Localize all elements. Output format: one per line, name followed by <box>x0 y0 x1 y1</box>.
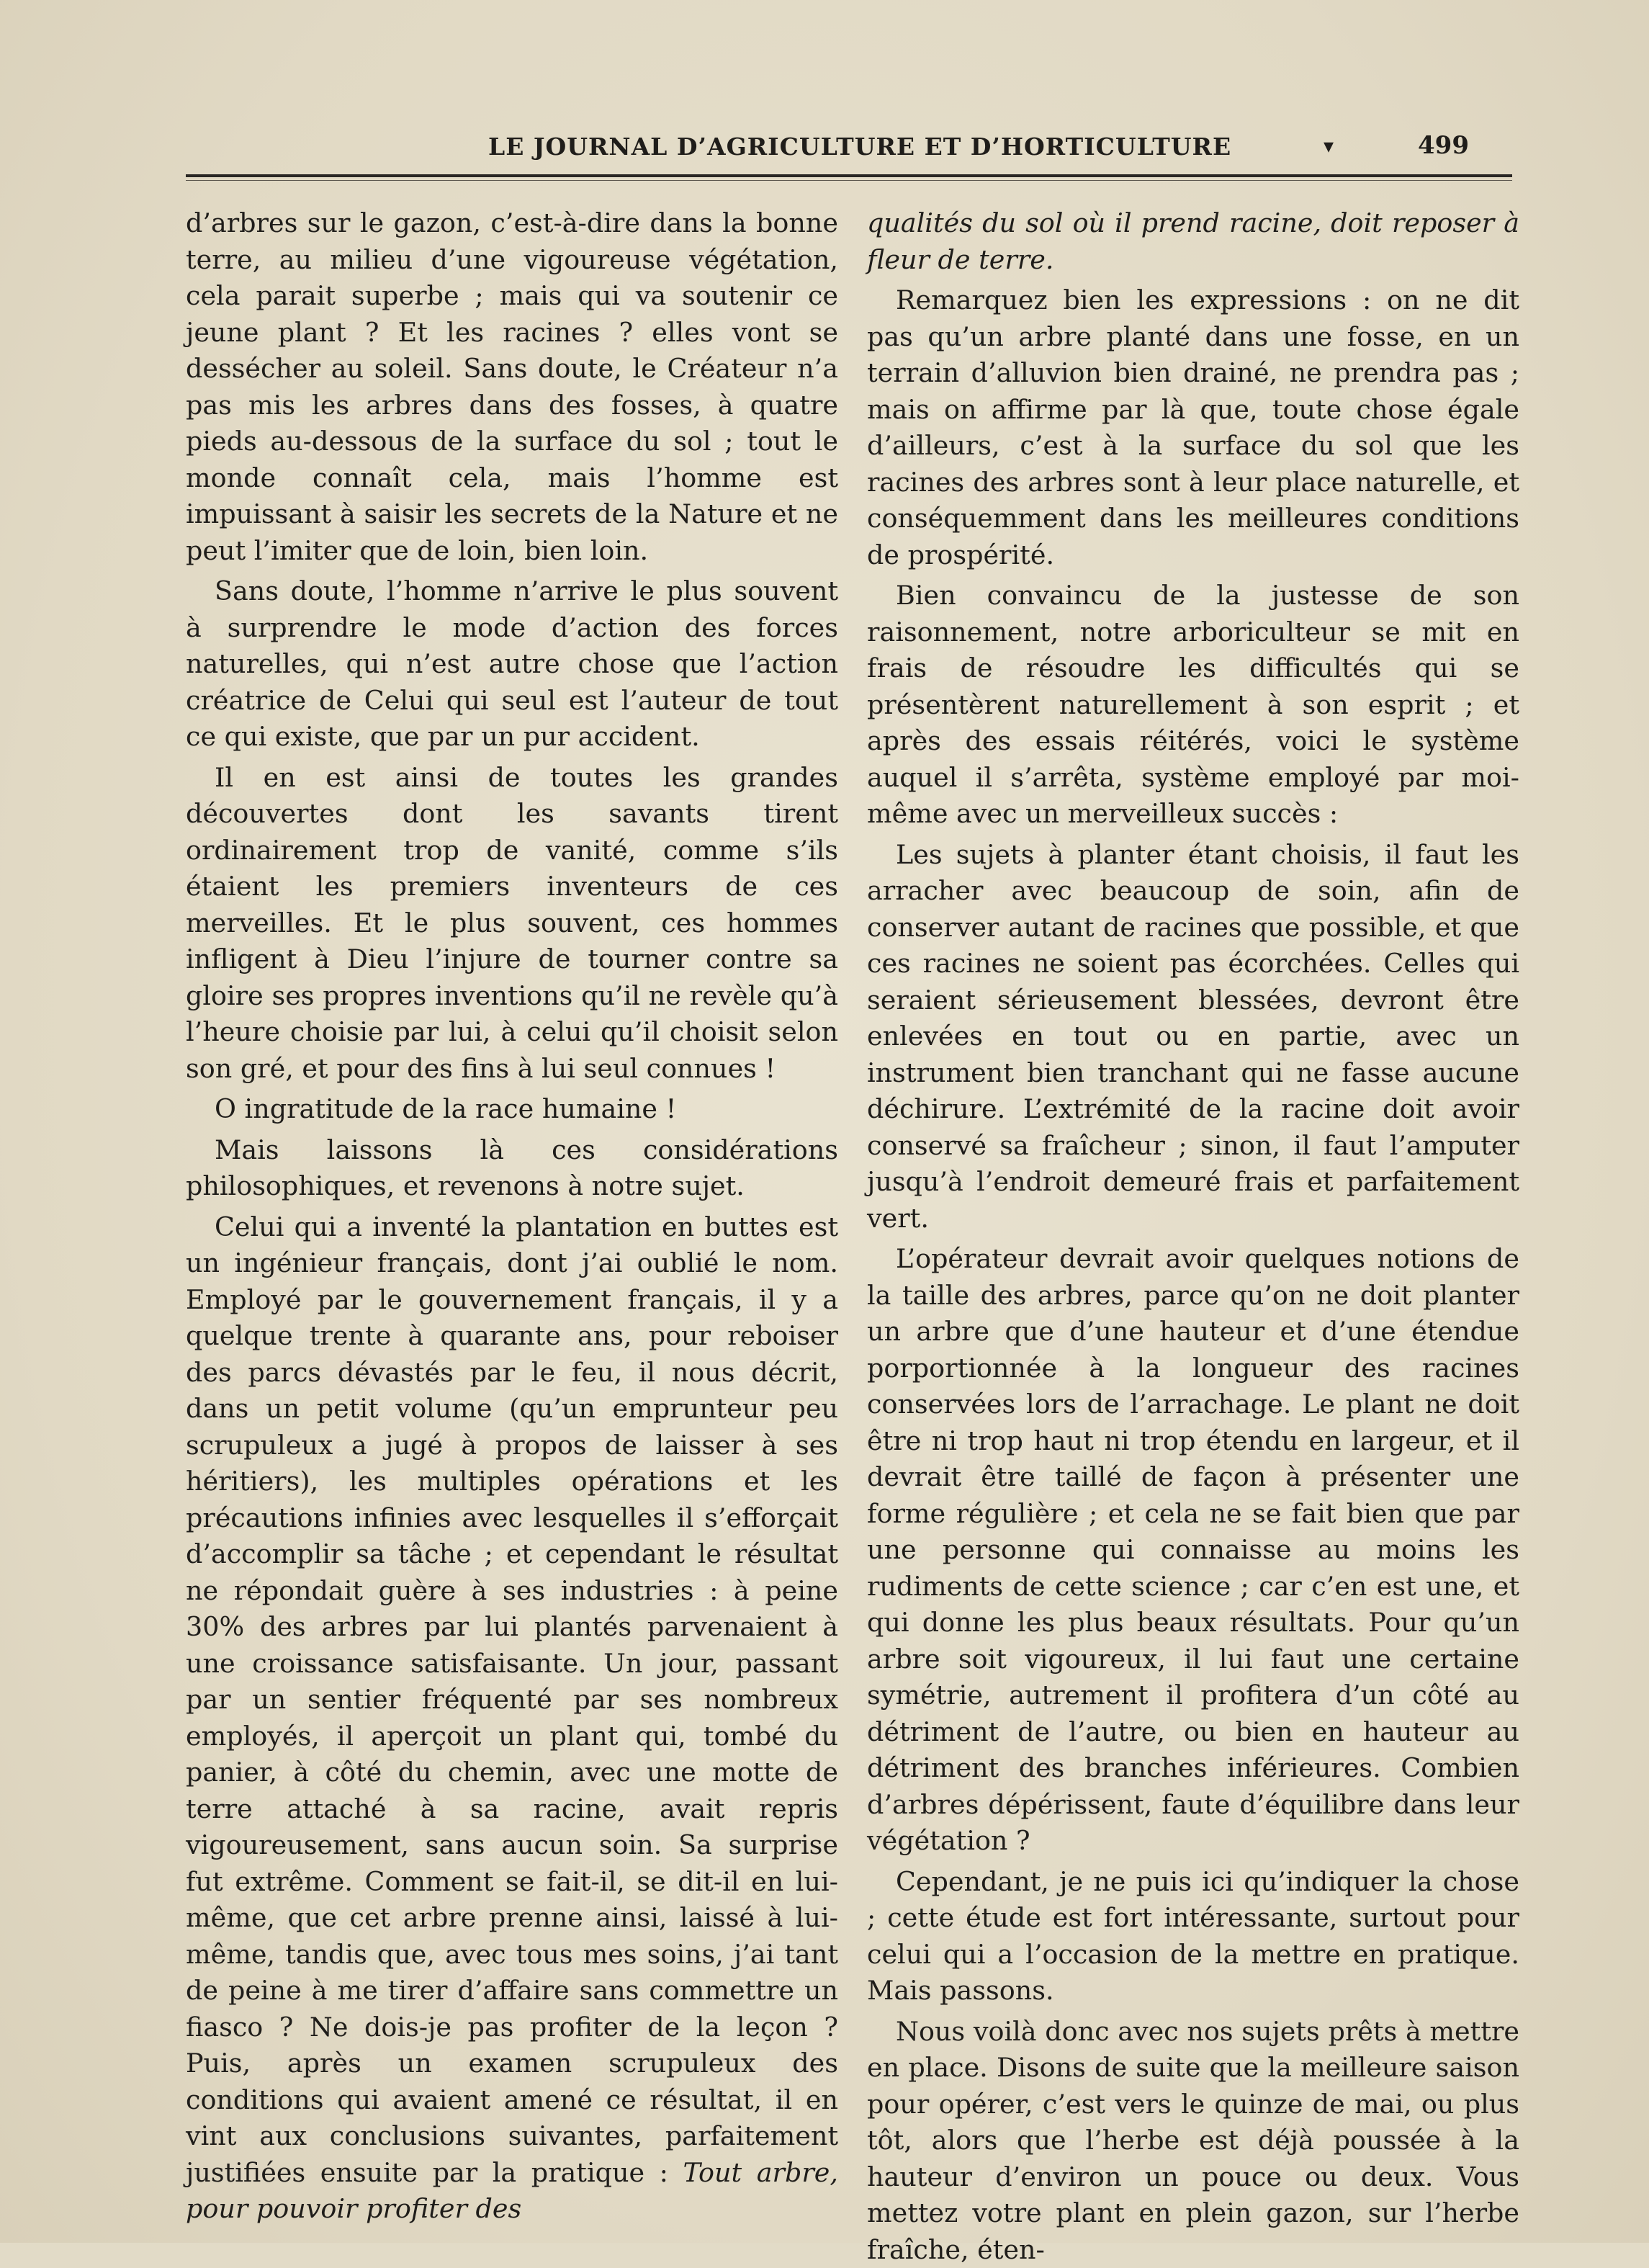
running-title: LE JOURNAL D’AGRICULTURE ET D’HORTICULTURE <box>488 133 1231 161</box>
header-rule <box>186 174 1512 177</box>
paragraph: Cependant, je ne puis ici qu’indiquer la chose ; cette étude est fort intéressante, surtout pour celui qui a l’occasion de la mettre en pratique. Mais passons. <box>867 1864 1519 2009</box>
running-header <box>186 127 1512 177</box>
ornament-mark-icon: ▾ <box>1324 134 1334 158</box>
page-number: 499 <box>1418 131 1469 160</box>
left-column <box>186 205 838 2228</box>
paragraph: Mais laissons là ces considérations philosophiques, et revenons à notre sujet. <box>186 1132 838 1205</box>
paragraph: Bien convaincu de la justesse de son raisonnement, notre arboriculteur se mit en frais de résoudre les difficultés qui se présentèrent naturellement à son esprit ; et après des essais réitérés, voici le système auquel il s’arrêta, système employé par moi-même avec un merveilleux succès : <box>867 578 1519 833</box>
paragraph: Remarquez bien les expressions : on ne dit pas qu’un arbre planté dans une fosse, en un terrain d’alluvion bien drainé, ne prendra pas ; mais on affirme par là que, toute chose égale d’ailleurs, c’est à la surface du sol que les racines des arbres sont à leur place naturelle, et conséquemment dans les meilleures conditions de prospérité. <box>867 282 1519 573</box>
italic-conclusion-continued: qualités du sol où il prend racine, doit reposer à fleur de terre. <box>867 205 1519 278</box>
paragraph <box>186 1209 838 2228</box>
paragraph-text: Celui qui a inventé la plantation en buttes est un ingénieur français, dont j’ai oublié le nom. Employé par le gouvernement français, il y a quelque trente à quarante ans, pour reboiser des parcs dévastés par le feu, il nous décrit, dans un petit volume (qu’un emprunteur peu scrupuleux a jugé à propos de laisser à ses héritiers), les multiples opérations et les précautions infinies avec lesquelles il s’efforçait d’accomplir sa tâche ; et cependant le résultat ne répondait guère à ses industries : à peine 30% des arbres par lui plantés parvenaient à une croissance satisfaisante. Un jour, passant par un sentier fréquenté par ses nombreux employés, il aperçoit un plant qui, tombé du panier, à côté du chemin, avec une motte de terre attaché à sa racine, avait repris vigoureusement, sans aucun soin. Sa surprise fut extrême. Comment se fait-il, se dit-il en lui-même, que cet arbre prenne ainsi, laissé à lui-même, tandis que, avec tous mes soins, j’ai tant de peine à me tirer d’affaire sans commettre un fiasco ? Ne dois-je pas profiter de la leçon ? Puis, après un examen scrupuleux des conditions qui avaient amené ce résultat, il en vint aux conclusions suivantes, parfaitement justifiées ensuite par la pratique : <box>186 1211 838 2188</box>
paragraph: Nous voilà donc avec nos sujets prêts à mettre en place. Disons de suite que la meilleure saison pour opérer, c’est vers le quinze de mai, ou plus tôt, alors que l’herbe est déjà poussée à la hauteur d’environ un pouce ou deux. Vous mettez votre plant en plein gazon, sur l’herbe fraîche, éten- <box>867 2014 1519 2268</box>
paragraph: Il en est ainsi de toutes les grandes découvertes dont les savants tirent ordinairement trop de vanité, comme s’ils étaient les premiers inventeurs de ces merveilles. Et le plus souvent, ces hommes infligent à Dieu l’injure de tourner contre sa gloire ses propres inventions qu’il ne revèle qu’à l’heure choisie par lui, à celui qu’il choisit selon son gré, et pour des fins à lui seul connues ! <box>186 760 838 1088</box>
right-column <box>867 205 1519 2268</box>
paragraph: L’opérateur devrait avoir quelques notions de la taille des arbres, parce qu’on ne doit planter un arbre que d’une hauteur et d’une étendue porportionnée à la longueur des racines conservées lors de l’arrachage. Le plant ne doit être ni trop haut ni trop étendu en largeur, et il devrait être taillé de façon à présenter une forme régulière ; et cela ne se fait bien que par une personne qui connaisse au moins les rudiments de cette science ; car c’en est une, et qui donne les plus beaux résultats. Pour qu’un arbre soit vigoureux, il lui faut une certaine symétrie, autrement il profitera d’un côté au détriment de l’autre, ou bien en hauteur au détriment des branches inférieures. Combien d’arbres dépérissent, faute d’équilibre dans leur végétation ? <box>867 1241 1519 1860</box>
paragraph: d’arbres sur le gazon, c’est-à-dire dans la bonne terre, au milieu d’une vigoureuse végétation, cela parait superbe ; mais qui va soutenir ce jeune plant ? Et les racines ? elles vont se dessécher au soleil. Sans doute, le Créateur n’a pas mis les arbres dans des fosses, à quatre pieds au-dessous de la surface du sol ; tout le monde connaît cela, mais l’homme est impuissant à saisir les secrets de la Nature et ne peut l’imiter que de loin, bien loin. <box>186 205 838 569</box>
italic-conclusion: Tout arbre, pour pouvoir profiter des <box>186 2157 838 2225</box>
paragraph: Les sujets à planter étant choisis, il faut les arracher avec beaucoup de soin, afin de conserver autant de racines que possible, et que ces racines ne soient pas écorchées. Celles qui seraient sérieusement blessées, devront être enlevées en tout ou en partie, avec un instrument bien tranchant qui ne fasse aucune déchirure. L’extrémité de la racine doit avoir conservé sa fraîcheur ; sinon, il faut l’amputer jusqu’à l’endroit demeuré frais et parfaitement vert. <box>867 837 1519 1237</box>
paragraph: Sans doute, l’homme n’arrive le plus souvent à surprendre le mode d’action des forces naturelles, qui n’est autre chose que l’action créatrice de Celui qui seul est l’auteur de tout ce qui existe, que par un pur accident. <box>186 573 838 756</box>
header-rule-thin <box>186 180 1512 181</box>
paragraph: O ingratitude de la race humaine ! <box>186 1091 838 1128</box>
